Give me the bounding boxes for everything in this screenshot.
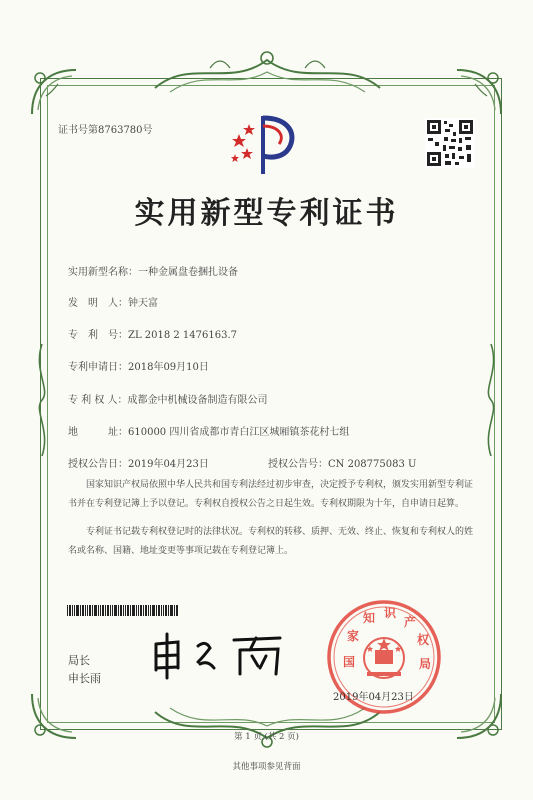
field-label: 授权公告号： (268, 459, 328, 470)
handwritten-signature-icon (148, 630, 298, 680)
footer-note: 其他事项参见背面 (232, 762, 301, 772)
field-label: 发 明 人： (68, 298, 128, 309)
field-label: 地 址： (68, 427, 128, 438)
corner-ornament-top-left (28, 66, 80, 118)
certificate-number: 证书号第8763780号 (58, 125, 153, 136)
field-label: 专 利 权 人： (68, 395, 128, 406)
field-grant-number (268, 455, 416, 470)
svg-text:识: 识 (384, 606, 397, 620)
top-ornament (150, 48, 385, 98)
svg-text:国: 国 (343, 655, 356, 669)
field-value: 2018年09月10日 (128, 362, 209, 373)
field-address (68, 423, 349, 438)
field-filing-date (68, 358, 209, 373)
field-value: 一种金属盘卷捆扎设备 (138, 267, 238, 278)
director-title: 局长 (68, 654, 90, 667)
left-side-ornament (31, 340, 53, 460)
field-value: CN 208775083 U (328, 459, 417, 470)
barcode-icon (67, 605, 179, 616)
field-grant-date (68, 455, 209, 470)
corner-ornament-top-right (453, 66, 505, 118)
statement-paragraph-1: 国家知识产权局依照中华人民共和国专利法经过初步审查，决定授予专利权，颁发实用新型专利证书并在专利登记簿上予以登记。专利权自授权公告之日起生效。专利权期限为十年，自申请日起算。 (68, 480, 474, 509)
field-utility-name (68, 263, 238, 278)
svg-text:家: 家 (347, 629, 360, 643)
field-label: 授权公告日： (68, 459, 128, 470)
field-value: ZL 2018 2 1476163.7 (128, 330, 238, 341)
field-value: 成都金中机械设备制造有限公司 (127, 395, 268, 406)
field-value: 2019年04月23日 (128, 459, 209, 470)
certificate-title: 实用新型专利证书 (134, 196, 399, 231)
field-value: 钟天富 (128, 298, 158, 309)
svg-text:局: 局 (419, 657, 432, 671)
svg-text:权: 权 (417, 633, 430, 647)
svg-text:产: 产 (404, 615, 417, 629)
right-side-ornament (480, 340, 502, 460)
patent-office-logo-icon (227, 112, 305, 176)
field-patentee (68, 391, 268, 406)
field-patent-number (68, 326, 237, 341)
statement-paragraph-2: 专利证书记载专利权登记时的法律状况。专利权的转移、质押、无效、终止、恢复和专利权人的姓名或名称、国籍、地址变更等事项记载在专利登记簿上。 (68, 527, 474, 556)
field-value: 610000 四川省成都市青白江区城厢镇茶花村七组 (128, 427, 350, 438)
svg-text:知: 知 (363, 611, 376, 625)
seal-date: 2019年04月23日 (333, 692, 414, 703)
qr-code-icon (425, 118, 475, 168)
field-inventor (68, 294, 158, 309)
field-label: 实用新型名称： (68, 267, 138, 278)
field-label: 专利申请日： (68, 362, 128, 373)
director-name: 申长雨 (68, 672, 101, 685)
field-label: 专 利 号： (68, 330, 128, 341)
page-number: 第 1 页 (共 2 页) (234, 732, 299, 742)
